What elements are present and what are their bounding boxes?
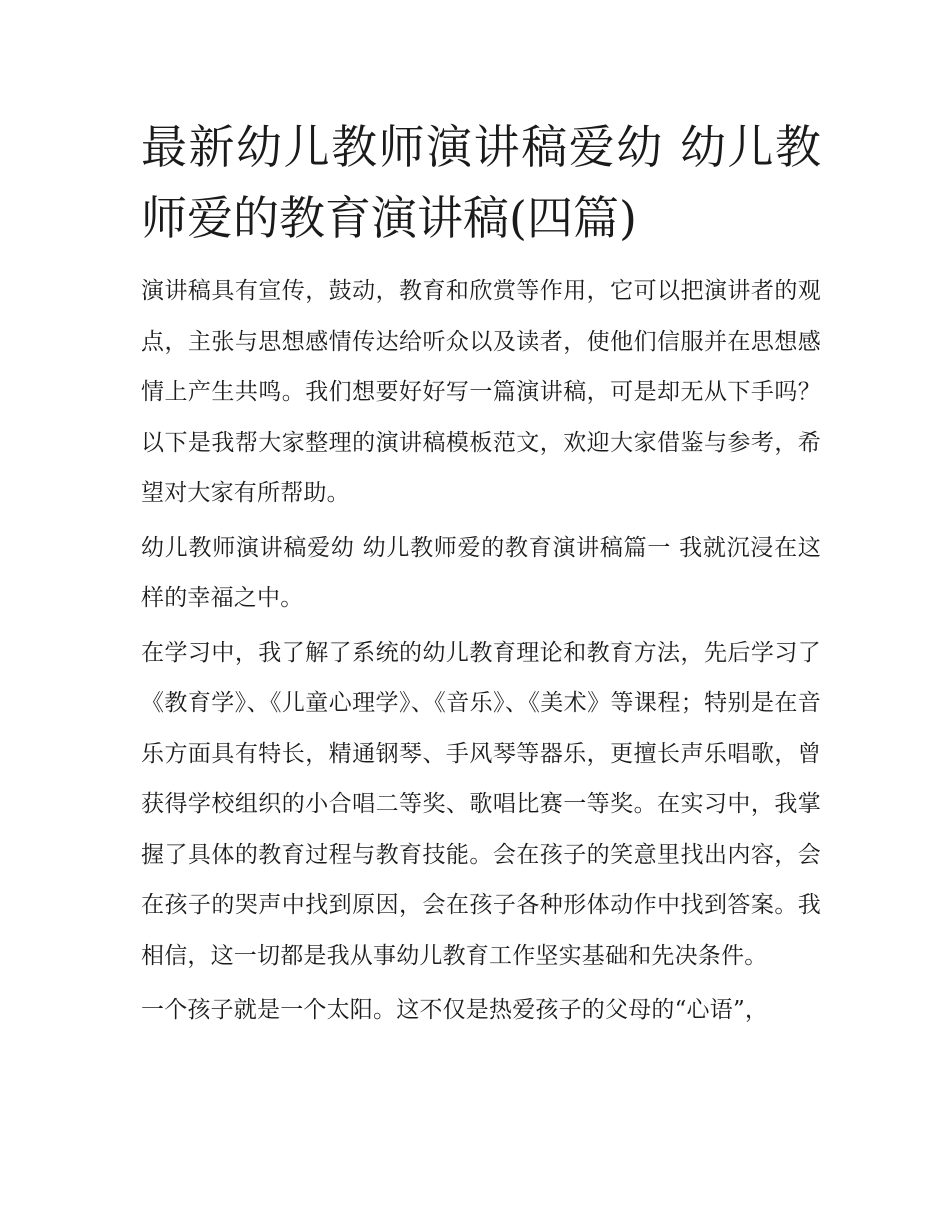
document-title: 最新幼儿教师演讲稿爱幼 幼儿教师爱的教育演讲稿(四篇) [141,120,821,245]
document-body [141,112,821,1040]
paragraph-intro: 演讲稿具有宣传，鼓动，教育和欣赏等作用，它可以把演讲者的观点，主张与思想感情传达给听众以及读者，使他们信服并在思想感情上产生共鸣。我们想要好好写一篇演讲稿，可是却无从下手吗？以下是我帮大家整理的演讲稿模板范文，欢迎大家借鉴与参考，希望对大家有所帮助。 [141,278,821,506]
paragraph-study: 在学习中，我了解了系统的幼儿教育理论和教育方法，先后学习了《教育学》、《儿童心理学》、《音乐》、《美术》等课程；特别是在音乐方面具有特长，精通钢琴、手风琴等器乐，更擅长声乐唱歌，曾获得学校组织的小合唱二等奖、歌唱比赛一等奖。在实习中，我掌握了具体的教育过程与教育技能。会在孩子的笑意里找出内容，会在孩子的哭声中找到原因，会在孩子各种形体动作中找到答案。我相信，这一切都是我从事幼儿教育工作坚实基础和先决条件。 [141,639,821,969]
paragraph-section-one-heading: 幼儿教师演讲稿爱幼 幼儿教师爱的教育演讲稿篇一 我就沉浸在这样的幸福之中。 [141,534,821,611]
paragraph-sun: 一个孩子就是一个太阳。这不仅是热爱孩子的父母的“心语”， [141,997,769,1023]
